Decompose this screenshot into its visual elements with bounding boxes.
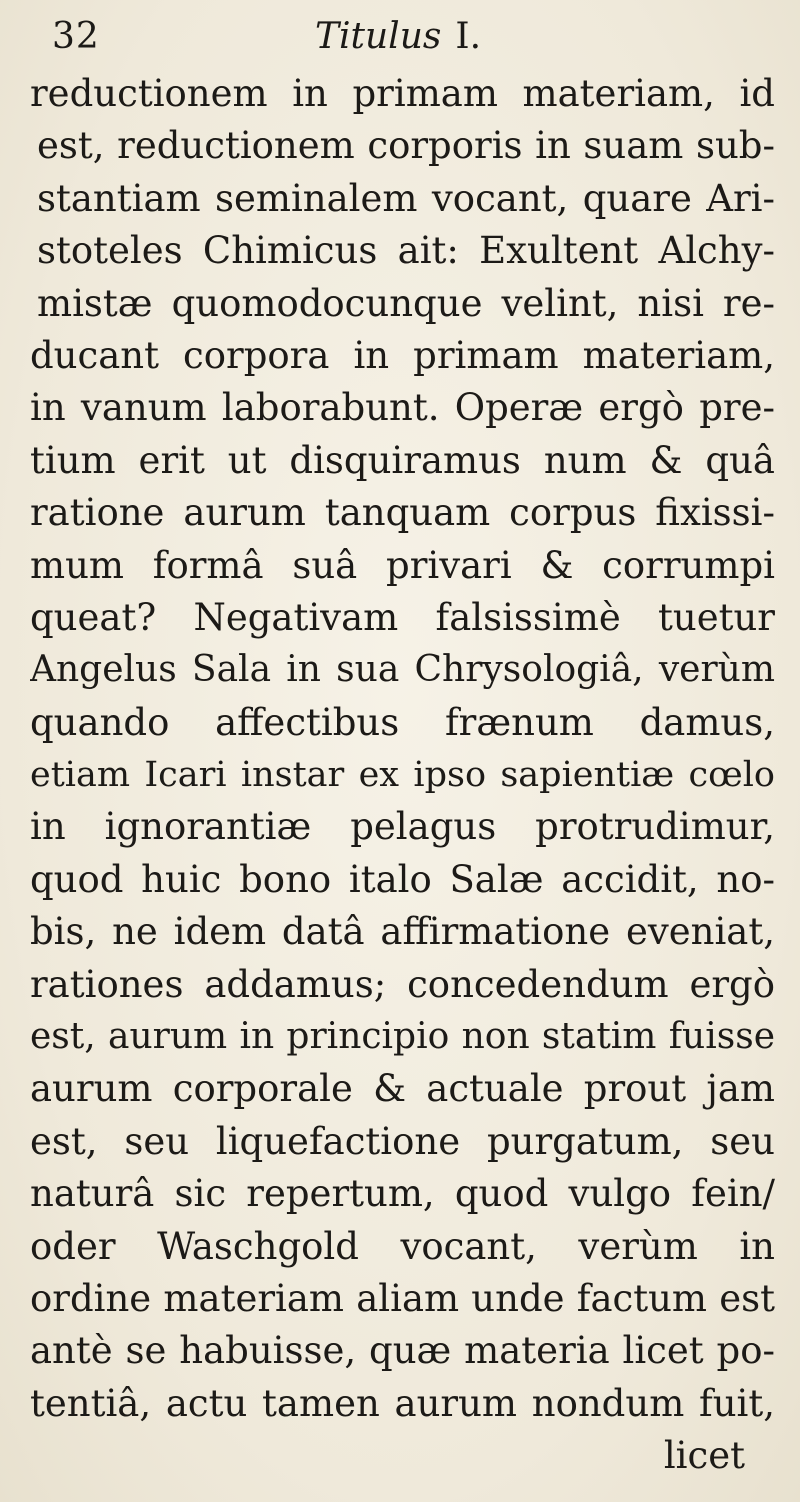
text-line: ducant corpora in primam materiam, xyxy=(30,333,775,377)
text-line: stoteles Chimicus ait: Exultent Alchy- xyxy=(37,229,775,273)
text-line: est, aurum in principio non statim fuisse xyxy=(30,1016,775,1058)
running-title: Titulus xyxy=(315,16,442,57)
text-line: tentiâ, actu tamen aurum nondum fuit, xyxy=(30,1381,775,1425)
text-line: antè se habuisse, quæ materia licet po- xyxy=(30,1329,775,1373)
text-line: quod huic bono italo Salæ accidit, no- xyxy=(30,857,775,901)
text-line: quando affectibus frænum damus, xyxy=(30,700,775,744)
text-line: reductionem in primam materiam, id xyxy=(30,72,775,115)
running-head xyxy=(315,16,481,57)
catchword: licet xyxy=(663,1434,745,1478)
body-text xyxy=(30,68,775,1483)
text-line: mum formâ suâ privari & corrumpi xyxy=(30,543,775,587)
text-line: oder Waschgold vocant, verùm in xyxy=(30,1224,775,1268)
text-line: ratione aurum tanquam corpus fixissi- xyxy=(30,491,775,535)
text-line: in vanum laborabunt. Operæ ergò pre- xyxy=(30,386,775,430)
page-number: 32 xyxy=(52,16,100,57)
text-line: etiam Icari instar ex ipso sapientiæ cœlo xyxy=(30,755,775,796)
text-line: stantiam seminalem vocant, quare Ari- xyxy=(37,176,775,220)
text-line: tium erit ut disquiramus num & quâ xyxy=(30,438,775,482)
text-line: est, seu liquefactione purgatum, seu xyxy=(30,1119,775,1163)
text-line: naturâ sic repertum, quod vulgo fein/ xyxy=(30,1172,775,1216)
text-line: aurum corporale & actuale prout jam xyxy=(30,1067,775,1111)
text-line: est, reductionem corporis in suam sub- xyxy=(37,124,775,168)
text-line: mistæ quomodocunque velint, nisi re- xyxy=(37,281,775,325)
text-line: Angelus Sala in sua Chrysologiâ, verùm xyxy=(30,649,775,691)
text-line: queat? Negativam falsissimè tuetur xyxy=(30,595,775,639)
text-line: in ignorantiæ pelagus protrudimur, xyxy=(30,805,775,849)
text-line: bis, ne idem datâ affirmatione eveniat, xyxy=(30,910,775,954)
title-numeral: I. xyxy=(455,16,482,57)
text-line: ordine materiam aliam unde factum est xyxy=(30,1276,775,1320)
text-line: rationes addamus; concedendum ergò xyxy=(30,962,775,1006)
page-header xyxy=(0,14,800,64)
